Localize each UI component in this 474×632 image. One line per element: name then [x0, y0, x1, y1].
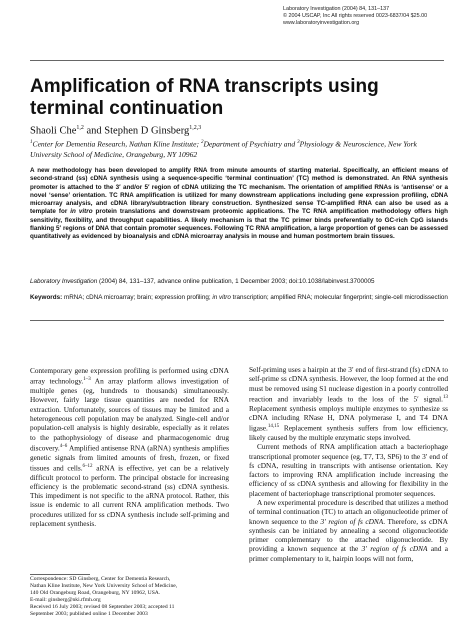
keywords-part-1: mRNA; cDNA microarray; brain; expression profiling; — [62, 294, 213, 301]
author-2-affiliation: 1,2,3 — [189, 125, 202, 131]
abstract-in-vitro: in vitro — [70, 208, 93, 216]
header-rule — [30, 60, 444, 61]
author-1-affiliation: 1,2 — [76, 125, 84, 131]
abstract-rule — [30, 320, 444, 321]
body-text-italic: 3′ region of fs cDNA — [320, 516, 384, 526]
affiliations — [30, 138, 450, 160]
affil-1: Center for Dementia Research, Nathan Kline Institute; — [32, 139, 201, 149]
body-text: Amplified antisense RNA (aRNA) synthesis amplifies genetic signals from limited amounts of fresh, frozen, or fixed tissues and cells. — [30, 443, 229, 473]
body-paragraph — [30, 366, 229, 528]
body-text: A new experimental procedure is described that utilizes a method of terminal continuation (TC) to attach an oligonucleotide primer of known sequence to the — [249, 498, 448, 526]
footnote-line: Nathan Kline Institute, New York University School of Medicine, — [30, 583, 178, 590]
keywords — [30, 294, 448, 302]
body-text: Replacement synthesis suffers from low efficiency, likely caused by the multiple enzymatic steps involved. — [249, 423, 448, 442]
affil-2: Department of Psychiatry and — [203, 139, 298, 149]
journal-line-2: © 2004 USCAP, Inc All rights reserved 0023-6837/04 $25.00 — [283, 13, 428, 19]
article-title: Amplification of RNA transcripts using terminal continuation — [30, 76, 379, 119]
author-conjunction: and Stephen D Ginsberg — [83, 125, 190, 137]
body-column-left — [30, 366, 229, 528]
correspondence-footnote — [30, 576, 229, 619]
journal-line-1: Laboratory Investigation (2004) 84, 131–137 — [283, 6, 390, 12]
footnote-rule — [30, 574, 90, 575]
abstract-part-1: A new methodology has been developed to amplify RNA from minute amounts of starting material. Specifically, an efficient means of second-strand (ss) cDNA synthesis using a sequence-specific ‘terminal continuation’ (TC) method is demonstrated. An RNA synthesis promoter is attached to the 3′ and/or 5′ region of cDNA utilizing the TC mechanism. The orientation of amplified RNAs is ‘antisense’ or a novel ‘sense’ orientation. TC RNA amplification is utilized for many downstream applications including gene expression profiling, cDNA microarray analysis, and cDNA library/subtraction library construction. Synthesized sense TC-amplified RNA can also be used as a template for — [30, 167, 448, 216]
body-column-right — [249, 365, 448, 563]
footnote-email: E-mail: ginsberg@nki.rfmh.org — [30, 597, 101, 604]
reference-sup: 1–3 — [83, 377, 91, 383]
reference-sup: 6–12 — [82, 463, 93, 469]
body-text: Contemporary gene expression profiling is performed using cDNA array technology. — [30, 366, 229, 386]
keywords-in-vitro: in vitro — [212, 294, 231, 301]
footnote-line: 140 Old Orangeburg Road, Orangeburg, NY 10962, USA. — [30, 590, 161, 597]
reference-sup: 13 — [443, 394, 448, 400]
journal-line-3: www.laboratoryinvestigation.org — [283, 20, 360, 26]
journal-info — [283, 6, 468, 27]
footnote-line: Correspondence: SD Ginsberg, Center for Dementia Research, — [30, 576, 171, 582]
body-text: . Therefore, ss cDNA synthesis can be initiated by annealing a second oligonucleotide primer complementary to the attached oligonucleotide. By providing a known sequence at the — [249, 516, 448, 554]
body-paragraph — [249, 498, 448, 563]
footnote-line: Received 16 July 2003; revised 08 September 2003; accepted 11 — [30, 604, 175, 611]
body-text-italic: 3′ region of fs cDNA — [361, 544, 428, 554]
author-list — [30, 122, 450, 138]
keywords-label: Keywords: — [30, 294, 63, 301]
affil-sup-3: 3 — [297, 140, 300, 145]
body-text: aRNA is effective, yet can be a relatively difficult protocol to perform. The principal obstacle for increasing efficiency is the problematic second-strand (ss) cDNA synthesis. This impediment is not specific to the aRNA protocol. Rather, this issue is endemic to all current RNA amplification methods. Two procedures utilized for ss cDNA synthesis include self-priming and replacement synthesis. — [30, 463, 229, 529]
body-paragraph — [249, 365, 448, 442]
footnote-line: September 2003; published online 1 December 2003 — [30, 611, 148, 618]
body-paragraph: Current methods of RNA amplification attach a bacteriophage transcriptional promoter sequence (eg, T7, T3, SP6) to the 3′ end of fs cDNA, resulting in transcripts with antisense orientation. Key factors to improving RNA amplification include increasing the efficiency of ss cDNA synthesis and allowing for flexibility in the placement of bacteriophage transcriptional promoter sequences. — [249, 442, 448, 498]
affil-sup-1: 1 — [30, 140, 33, 145]
citation-journal: Laboratory Investigation — [30, 278, 98, 285]
reference-sup: 4–6 — [59, 443, 68, 449]
keywords-part-2: transcription; amplified RNA; molecular fingerprint; single-cell microdissection — [230, 294, 448, 301]
body-text: Self-priming uses a hairpin at the 3′ end of first-strand (fs) cDNA to self-prime ss cDNA synthesis. However, the loop formed at the end must be removed using S1 nuclease digestion in a poorly controlled reaction and invariably leads to the loss of the 5′ signal. — [249, 365, 448, 404]
citation — [30, 278, 448, 286]
body-text: An array platform allows investigation of multiple genes (eg, hundreds to thousands) simultaneously. However, fairly large tissue quantities are needed for RNA extraction. Unfortunately, sources of tissues may be limited and a heterogeneous cell population may be analyzed. Single-cell and/or population-cell analysis is highly desirable, especially as it relates to the pathophysiology of disease and pharmacogenomic drug discovery. — [30, 376, 229, 453]
abstract — [30, 167, 448, 241]
reference-sup: 14,15 — [267, 424, 280, 430]
body-text: Replacement synthesis employs multiple enzymes to synthesize ss cDNA including RNase H, DNA polymerase I, and T4 DNA ligase. — [249, 403, 448, 433]
body-text: and a primer complementary to it, hairpin loops will not form, — [249, 544, 448, 563]
abstract-part-2: protein translations and downstream proteomic applications. The TC RNA amplification methodology offers high sensitivity, flexibility, and throughput capabilities. A likely mechanism is that the TC primer binds preferentially to GC-rich CpG islands flanking 5′ regions of DNA that contain promoter sequences. Following TC RNA amplification, a large proportion of genes can be assessed quantitatively as evidenced by bioanalysis and cDNA microarray analysis in mouse and human postmortem brain tissues. — [30, 208, 448, 240]
affil-sup-2: 2 — [200, 140, 204, 145]
citation-details: (2004) 84, 131–137, advance online publication, 1 December 2003; doi:10.1038/labinvest.3700005 — [97, 278, 375, 285]
affil-3: Physiology & Neuroscience, New York University School of Medicine, Orangeburg, NY 10962 — [30, 139, 417, 159]
author-1: Shaoli Che — [30, 125, 77, 137]
